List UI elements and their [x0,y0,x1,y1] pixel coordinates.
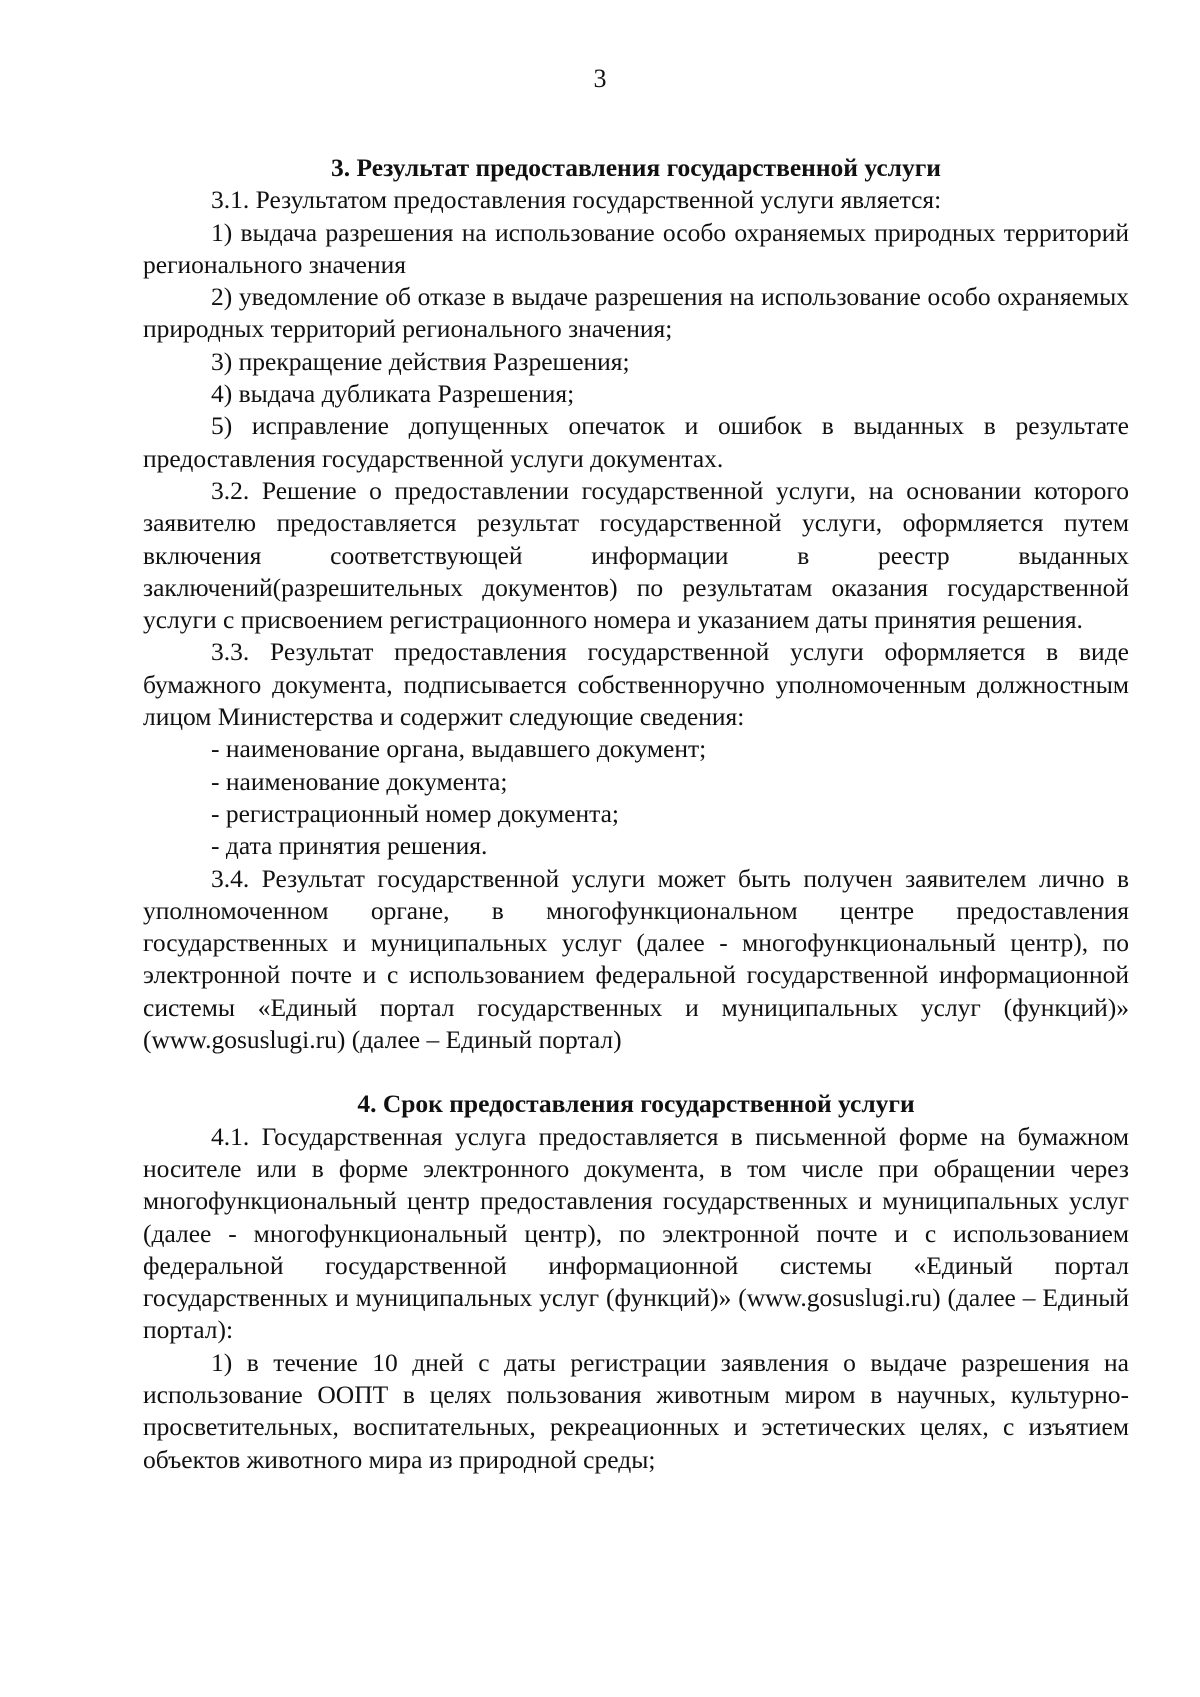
section-3-heading: 3. Результат предоставления государственной услуги [331,153,941,182]
list-item-3-1-3: 3) прекращение действия Разрешения; [211,346,630,376]
page-number: 3 [593,64,607,93]
paragraph-3-1: 3.1. Результатом предоставления государственной услуги является: [211,185,942,215]
list-item-3-1-5: 5) исправление допущенных опечаток и ошибок в выданных в результате предоставления государственной услуги документах. [143,411,1129,473]
bullet-item: - регистрационный номер документа; [211,798,619,828]
bullet-item: - наименование органа, выдавшего документ; [211,734,707,764]
paragraph-3-2: 3.2. Решение о предоставлении государственной услуги, на основании которого заявителю предоставляется результат государственной услуги, оформляется путем включения соответствующей информации в реестр выданных заключений(разрешительных документов) по результатам оказания государственной услуги с присвоением регистрационного номера и указанием даты принятия решения. [143,475,1129,635]
paragraph-4-1: 4.1. Государственная услуга предоставляется в письменной форме на бумажном носителе или в форме электронного документа, в том числе при обращении через многофункциональный центр предоставления государственных и муниципальных услуг (далее - многофункциональный центр), по электронной почте и с использованием федеральной государственной информационной системы «Единый портал государственных и муниципальных услуг (функций)» (www.gosuslugi.ru) (далее – Единый портал): [143,1121,1129,1345]
bullet-item: - дата принятия решения. [211,831,488,861]
bullet-item: - наименование документа; [211,766,508,796]
section-4-heading: 4. Срок предоставления государственной услуги [357,1089,915,1119]
document-body [143,152,1129,1476]
paragraph-3-4: 3.4. Результат государственной услуги может быть получен заявителем лично в уполномоченном органе, в многофункциональном центре предоставления государственных и муниципальных услуг (далее - многофункциональный центр), по электронной почте и с использованием федеральной государственной информационной системы «Единый портал государственных и муниципальных услуг (функций)» (www.gosuslugi.ru) (далее – Единый портал) [143,863,1129,1055]
list-item-3-1-1: 1) выдача разрешения на использование особо охраняемых природных территорий регионального значения [143,217,1129,279]
list-item-4-1-1: 1) в течение 10 дней с даты регистрации заявления о выдаче разрешения на использование ООПТ в целях пользования животным миром в научных, культурно-просветительных, воспитательных, рекреационных и эстетических целях, с изъятием объектов животного мира из природной среды; [143,1347,1129,1474]
paragraph-3-3: 3.3. Результат предоставления государственной услуги оформляется в виде бумажного документа, подписывается собственноручно уполномоченным должностным лицом Министерства и содержит следующие сведения: [143,637,1129,732]
list-item-3-1-2: 2) уведомление об отказе в выдаче разрешения на использование особо охраняемых природных территорий регионального значения; [143,282,1129,344]
list-item-3-1-4: 4) выдача дубликата Разрешения; [211,379,575,409]
